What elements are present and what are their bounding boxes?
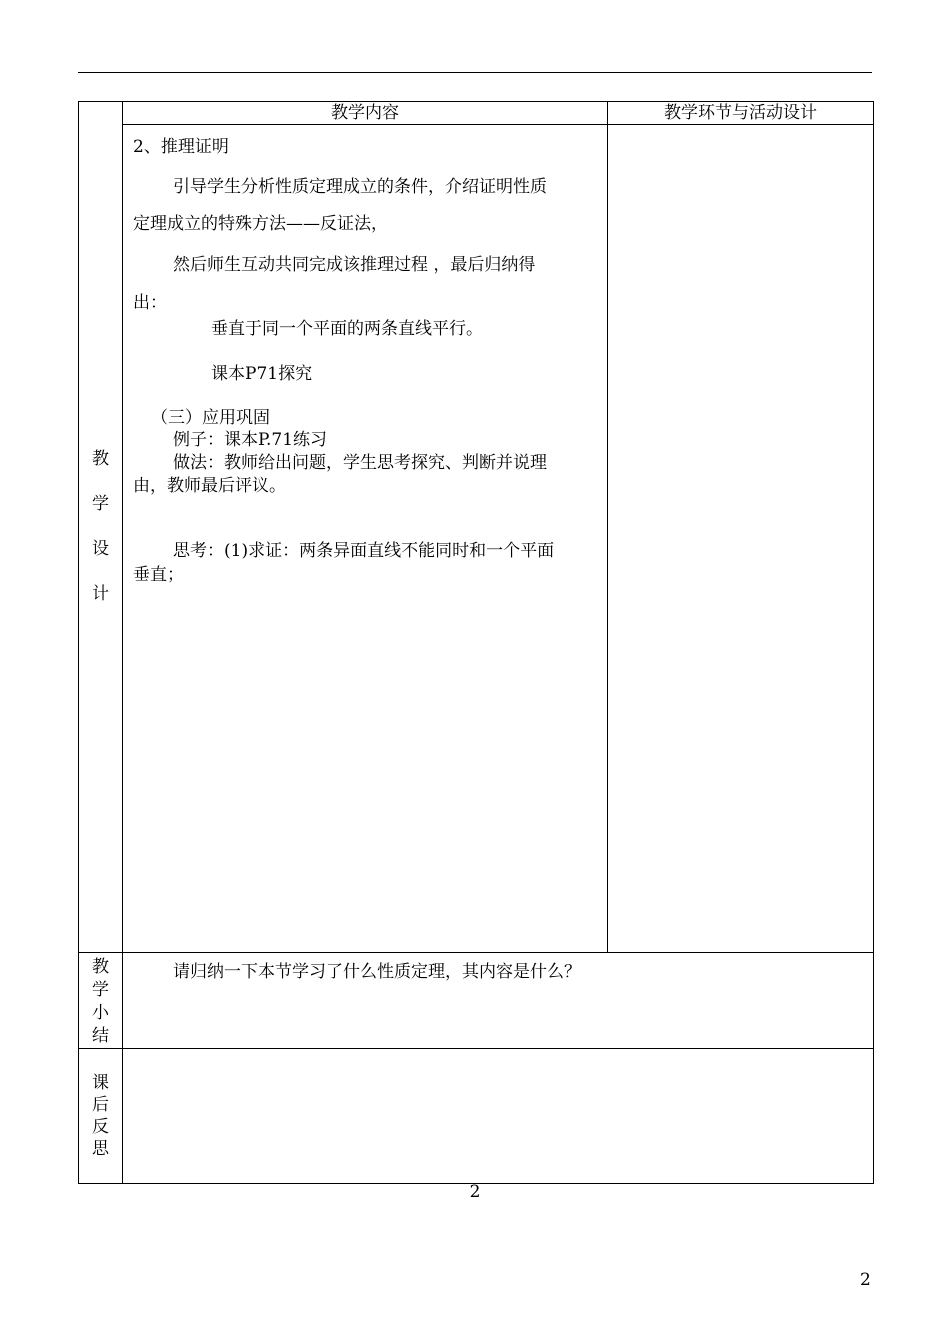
summary-content-cell [123, 953, 874, 1049]
header-rule [78, 72, 872, 73]
summary-text: 请归纳一下本节学习了什么性质定理，其内容是什么？ [173, 962, 581, 982]
activity-design-cell [608, 125, 874, 953]
page-number-center: 2 [469, 1182, 481, 1202]
design-label-cell [79, 102, 123, 953]
reflection-label-char: 课 [92, 1073, 109, 1093]
header-row [79, 102, 874, 125]
summary-row [79, 953, 874, 1049]
design-label-char: 计 [92, 584, 109, 604]
content-line: 由，教师最后评议。 [133, 476, 286, 496]
content-line: 垂直于同一个平面的两条直线平行。 [211, 319, 483, 339]
reflection-content-cell [123, 1049, 874, 1184]
reflection-row [79, 1049, 874, 1184]
content-line: 课本P71探究 [211, 364, 313, 384]
design-row [79, 125, 874, 953]
content-line: 例子：课本P.71练习 [173, 430, 328, 450]
content-line: 垂直； [133, 565, 184, 585]
content-line: 定理成立的特殊方法——反证法， [133, 214, 388, 234]
summary-label-cell [79, 953, 123, 1049]
design-label-char: 教 [92, 449, 109, 469]
lesson-plan-table [78, 101, 874, 1184]
design-content-cell [123, 125, 608, 953]
content-line: 思考：(1)求证：两条异面直线不能同时和一个平面 [173, 541, 555, 561]
design-label-char: 设 [92, 539, 109, 559]
reflection-label-cell [79, 1049, 123, 1184]
reflection-label-char: 思 [92, 1139, 109, 1159]
content-line: 引导学生分析性质定理成立的条件，介绍证明性质 [173, 177, 547, 197]
summary-label-char: 小 [92, 1003, 109, 1023]
content-line: 2、推理证明 [133, 137, 229, 157]
column-header-activity: 教学环节与活动设计 [608, 102, 874, 125]
content-line: 出： [133, 293, 167, 313]
content-line: 然后师生互动共同完成该推理过程 ，最后归纳得 [173, 255, 536, 275]
content-line: 做法：教师给出问题，学生思考探究、判断并说理 [173, 453, 547, 473]
design-content [123, 125, 607, 951]
column-header-content: 教学内容 [123, 102, 608, 125]
summary-label-char: 学 [92, 980, 109, 1000]
summary-label-char: 结 [92, 1026, 109, 1046]
content-line: （三）应用巩固 [151, 408, 270, 428]
reflection-label-char: 反 [92, 1117, 109, 1137]
page-number-corner: 2 [860, 1270, 871, 1290]
summary-label-char: 教 [92, 957, 109, 977]
design-label-char: 学 [92, 494, 109, 514]
reflection-label-char: 后 [92, 1095, 109, 1115]
